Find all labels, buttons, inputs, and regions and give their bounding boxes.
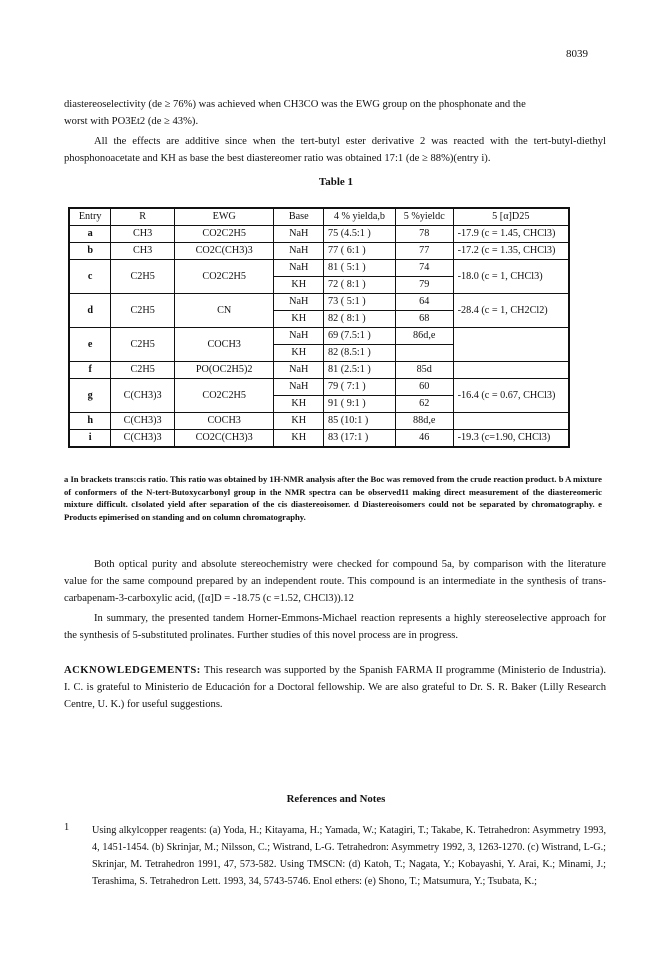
header-base: Base [274,208,324,226]
cell-base: NaH [274,379,324,396]
cell-base: NaH [274,243,324,260]
cell-r: C2H5 [111,294,175,328]
acknowledgements-text: This research was supported by the Spanish FARMA II programme (Ministerio de Industria). I. C. is grateful to Ministerio de Educación for a Doctoral fellowship. We are also grateful to Dr. S. R. Baker (Lilly Research Centre, U. K.) for useful suggestions. [64,665,606,710]
table-row [69,260,569,277]
table-row [69,226,569,243]
cell-entry: f [69,362,111,379]
cell-base: KH [274,311,324,328]
cell-yield-5: 77 [395,243,453,260]
reference-number: 1 [64,822,70,833]
cell-base: NaH [274,328,324,345]
cell-base: NaH [274,294,324,311]
table-row [69,379,569,396]
cell-yield-4: 69 (7.5:1 ) [324,328,396,345]
additive-paragraph: All the effects are additive since when the tert-butyl ester derivative 2 was reacted with the tert-butyl-diethyl phosphonoacetate and KH as base the best diastereomer ratio was obtained 17:1 (de ≥ 88%)(entry i). [64,136,606,164]
cell-entry: b [69,243,111,260]
table-row [69,430,569,448]
cell-r: C2H5 [111,362,175,379]
cell-yield-4: 85 (10:1 ) [324,413,396,430]
cell-base: KH [274,430,324,448]
cell-yield-4: 81 ( 5:1 ) [324,260,396,277]
cell-rotation: -17.9 (c = 1.45, CHCl3) [453,226,569,243]
table-row [69,413,569,430]
cell-yield-5: 74 [395,260,453,277]
header-yield-5: 5 %yieldc [395,208,453,226]
cell-r: C(CH3)3 [111,430,175,448]
cell-yield-5: 79 [395,277,453,294]
cell-yield-5: 86d,e [395,328,453,345]
table-row [69,294,569,311]
cell-yield-5: 85d [395,362,453,379]
results-table [68,207,570,448]
cell-r: C(CH3)3 [111,413,175,430]
cell-entry: e [69,328,111,362]
cell-yield-5 [395,345,453,362]
cell-rotation [453,413,569,430]
cell-base: KH [274,413,324,430]
intro-line-1: diastereoselectivity (de ≥ 76%) was achieved when CH3CO was the EWG group on the phosphonate and the [64,99,526,110]
cell-entry: h [69,413,111,430]
intro-paragraph [64,96,606,130]
cell-yield-5: 62 [395,396,453,413]
cell-ewg: CO2C2H5 [174,226,273,243]
cell-base: KH [274,396,324,413]
cell-r: CH3 [111,226,175,243]
cell-yield-5: 46 [395,430,453,448]
cell-yield-4: 77 ( 6:1 ) [324,243,396,260]
cell-ewg: COCH3 [174,413,273,430]
cell-r: C2H5 [111,260,175,294]
cell-base: NaH [274,226,324,243]
cell-yield-5: 60 [395,379,453,396]
cell-ewg: CN [174,294,273,328]
header-yield-4: 4 % yielda,b [324,208,396,226]
cell-rotation [453,362,569,379]
summary-paragraph: In summary, the presented tandem Horner-Emmons-Michael reaction represents a highly stereoselective approach for the synthesis of 5-substituted prolinates. Further studies of this novel process are in progress. [64,613,606,641]
cell-yield-5: 64 [395,294,453,311]
cell-yield-5: 68 [395,311,453,328]
cell-base: NaH [274,362,324,379]
cell-entry: i [69,430,111,448]
cell-entry: d [69,294,111,328]
header-rotation: 5 [α]D25 [453,208,569,226]
cell-yield-4: 79 ( 7:1 ) [324,379,396,396]
cell-ewg: COCH3 [174,328,273,362]
cell-r: C2H5 [111,328,175,362]
acknowledgements-label: ACKNOWLEDGEMENTS: [64,665,201,676]
table-footnote: a In brackets trans:cis ratio. This ratio was obtained by 1H-NMR analysis after the Boc was removed from the crude reaction product. b A mixture of conformers of the N-tert-Butoxycarbonyl group in the NMR spectra can be observed11 making direct measurement of the diastereomeric mixture difficult. cIsolated yield after separation of the cis diastereoisomer. d Diastereoisomers could not be separated by chromatography. e Products epimerised on standing and on column chromatography. [64,474,602,522]
cell-yield-4: 82 ( 8:1 ) [324,311,396,328]
table-header-row [69,208,569,226]
table-row [69,328,569,345]
intro-line-2: worst with PO3Et2 (de ≥ 43%). [64,116,199,127]
cell-entry: g [69,379,111,413]
header-r: R [111,208,175,226]
table-title: Table 1 [318,176,354,188]
cell-yield-4: 91 ( 9:1 ) [324,396,396,413]
cell-yield-5: 88d,e [395,413,453,430]
cell-ewg: CO2C2H5 [174,379,273,413]
cell-ewg: CO2C(CH3)3 [174,430,273,448]
cell-yield-4: 75 (4.5:1 ) [324,226,396,243]
optical-purity-paragraph: Both optical purity and absolute stereochemistry were checked for compound 5a, by comparison with the literature value for the same compound prepared by an independent route. This compound is an intermediate in the synthesis of trans-carbapenam-3-carboxylic acid, ([α]D = -18.75 (c =1.52, CHCl3)).12 [64,559,606,604]
cell-base: KH [274,345,324,362]
cell-rotation: -18.0 (c = 1, CHCl3) [453,260,569,294]
reference-text: Using alkylcopper reagents: (a) Yoda, H.; Kitayama, H.; Yamada, W.; Katagiri, T.; Takabe, K. Tetrahedron: Asymmetry 1993, 4, 1451-1454. (b) Skrinjar, M.; Nilsson, C.; Wistrand, L-G. Tetrahedron: Asymmetry 1992, 3, 1263-1270. (c) Wistrand, L-G.; Skrinjar, M. Tetrahedron 1991, 47, 573-582. Using TMSCN: (d) Katoh, T.; Nagata, Y.; Kobayashi, Y. Arai, K.; Minami, J.; Terashima, S. Tetrahedron Lett. 1993, 34, 5743-5746. Enol ethers: (e) Shono, T.; Matsumura, Y.; Tsubata, K.; [92,825,606,887]
cell-rotation [453,328,569,362]
cell-yield-4: 73 ( 5:1 ) [324,294,396,311]
table-row [69,243,569,260]
cell-rotation: -28.4 (c = 1, CH2Cl2) [453,294,569,328]
cell-entry: a [69,226,111,243]
cell-base: KH [274,277,324,294]
page-number: 8039 [566,48,588,60]
header-entry: Entry [69,208,111,226]
acknowledgements-paragraph [64,662,606,713]
cell-base: NaH [274,260,324,277]
cell-ewg: CO2C2H5 [174,260,273,294]
cell-yield-4: 72 ( 8:1 ) [324,277,396,294]
header-ewg: EWG [174,208,273,226]
cell-r: C(CH3)3 [111,379,175,413]
cell-entry: c [69,260,111,294]
cell-yield-4: 82 (8.5:1 ) [324,345,396,362]
cell-yield-4: 83 (17:1 ) [324,430,396,448]
cell-yield-4: 81 (2.5:1 ) [324,362,396,379]
cell-ewg: CO2C(CH3)3 [174,243,273,260]
cell-rotation: -19.3 (c=1.90, CHCl3) [453,430,569,448]
references-heading: References and Notes [286,793,386,805]
table-row [69,362,569,379]
table-body [69,226,569,448]
cell-ewg: PO(OC2H5)2 [174,362,273,379]
cell-rotation: -16.4 (c = 0.67, CHCl3) [453,379,569,413]
cell-yield-5: 78 [395,226,453,243]
cell-r: CH3 [111,243,175,260]
cell-rotation: -17.2 (c = 1.35, CHCl3) [453,243,569,260]
